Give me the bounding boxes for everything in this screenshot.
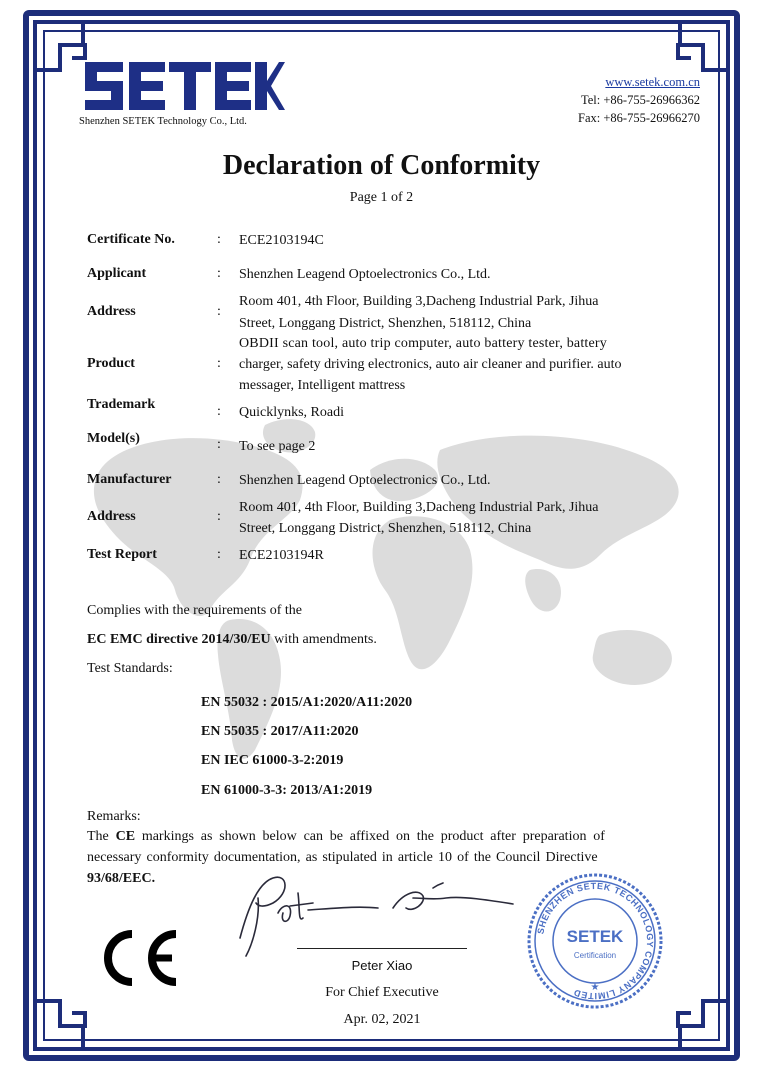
seal-logo: SETEK — [566, 927, 624, 946]
colon: : — [217, 304, 221, 319]
applicant-value: Shenzhen Leagend Optoelectronics Co., Ltd. — [239, 267, 491, 282]
models-value: To see page 2 — [239, 439, 316, 454]
colon: : — [217, 232, 221, 247]
colon: : — [217, 266, 221, 281]
website-link[interactable]: www.setek.com.cn — [605, 75, 700, 89]
standard-item: EN 61000-3-3: 2013/A1:2019 — [201, 783, 373, 798]
remarks-pre: The — [87, 829, 116, 844]
signatory-role: For Chief Executive — [325, 985, 439, 1000]
seal-ring-text: SHENZHEN SETEK TECHNOLOGY COMPANY LIMITED — [535, 880, 656, 1002]
trademark-label: Trademark — [87, 397, 156, 412]
models-label: Model(s) — [87, 431, 140, 446]
seal-sub: Certification — [573, 951, 617, 960]
standard-item: EN 55035 : 2017/A11:2020 — [201, 724, 359, 739]
address-line1: Room 401, 4th Floor, Building 3,Dacheng Industrial Park, Jihua — [239, 500, 599, 515]
standard-item: EN 55032 : 2015/A1:2020/A11:2020 — [201, 695, 413, 710]
page-number: Page 1 of 2 — [349, 190, 414, 205]
test-report-value: ECE2103194R — [239, 548, 324, 563]
directive-line — [87, 630, 377, 650]
colon: : — [217, 509, 221, 524]
directive-rest: with amendments. — [270, 632, 377, 647]
certificate-label: Certificate No. — [87, 232, 175, 247]
colon: : — [217, 472, 221, 487]
address-line2: Street, Longgang District, Shenzhen, 518112, China — [239, 521, 532, 536]
compliance-line: Complies with the requirements of the — [87, 603, 303, 618]
setek-logo — [85, 62, 285, 110]
signatory-name: Peter Xiao — [351, 958, 413, 973]
product-label: Product — [87, 356, 135, 371]
remarks-directive: 93/68/EEC. — [87, 871, 156, 886]
remarks-label: Remarks: — [87, 809, 141, 824]
world-map-watermark — [60, 410, 710, 770]
address-line2: Street, Longgang District, Shenzhen, 518112, China — [239, 316, 532, 331]
fax-number: Fax: +86-755-26966270 — [578, 111, 700, 125]
signature-line — [297, 948, 467, 949]
address-line1: Room 401, 4th Floor, Building 3,Dacheng Industrial Park, Jihua — [239, 294, 599, 309]
document-title: Declaration of Conformity — [222, 150, 541, 181]
colon: : — [217, 404, 221, 419]
directive-name: EC EMC directive 2014/30/EU — [87, 632, 271, 647]
applicant-label: Applicant — [87, 266, 147, 281]
manufacturer-label: Manufacturer — [87, 472, 172, 487]
remarks-ce: CE — [115, 829, 136, 844]
remarks-post: markings as shown below can be affixed on the product after preparation of — [135, 829, 605, 844]
certificate-value: ECE2103194C — [239, 233, 324, 248]
remarks-line1 — [87, 827, 605, 847]
test-report-label: Test Report — [87, 547, 157, 562]
seal-star-icon: ★ — [590, 982, 600, 993]
product-line2: charger, safety driving electronics, auto air cleaner and purifier. auto — [239, 357, 622, 372]
colon: : — [217, 437, 221, 452]
trademark-value: Quicklynks, Roadi — [239, 405, 344, 420]
product-line1: OBDII scan tool, auto trip computer, auto battery tester, battery — [239, 336, 607, 351]
company-seal — [526, 872, 664, 1010]
address-label: Address — [87, 509, 136, 524]
standards-label: Test Standards: — [87, 661, 173, 676]
colon: : — [217, 547, 221, 562]
signature-date: Apr. 02, 2021 — [343, 1012, 421, 1027]
manufacturer-value: Shenzhen Leagend Optoelectronics Co., Ltd. — [239, 473, 491, 488]
address-label: Address — [87, 304, 136, 319]
company-name: Shenzhen SETEK Technology Co., Ltd. — [79, 116, 247, 127]
product-line3: messager, Intelligent mattress — [239, 378, 406, 393]
standard-item: EN IEC 61000-3-2:2019 — [201, 753, 344, 768]
colon: : — [217, 356, 221, 371]
remarks-line2: necessary conformity documentation, as stipulated in article 10 of the Council Directive — [87, 850, 598, 865]
ce-mark-icon — [96, 928, 182, 988]
tel-number: Tel: +86-755-26966362 — [580, 93, 700, 107]
